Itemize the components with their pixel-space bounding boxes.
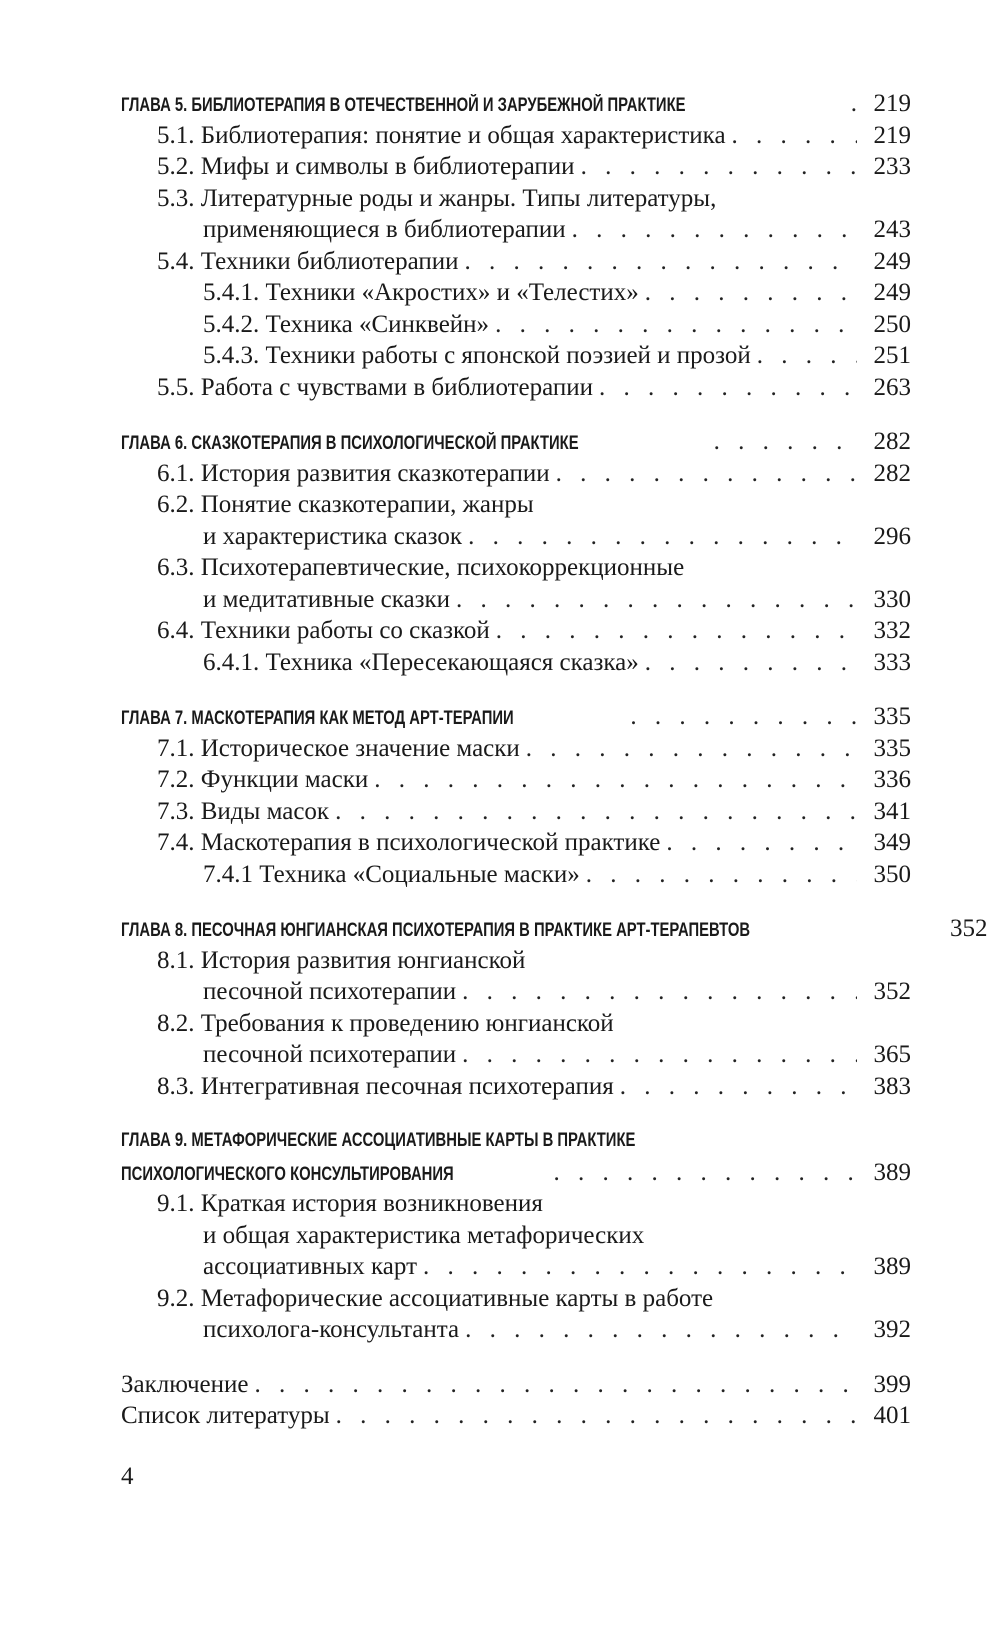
toc-entry-title: 7.1. Историческое значение маски — [157, 734, 520, 762]
toc-entry[interactable] — [121, 1188, 911, 1220]
toc-leader-dots — [586, 859, 857, 891]
toc-entry[interactable] — [121, 309, 911, 341]
toc-entry[interactable] — [121, 1039, 911, 1071]
toc-leader-dots — [496, 615, 857, 647]
toc-leader-dots — [462, 976, 857, 1008]
toc-page-number: 383 — [873, 1072, 911, 1100]
toc-entry-title: ГЛАВА 9. МЕТАФОРИЧЕСКИЕ АССОЦИАТИВНЫЕ КАРТЫ В ПРАКТИКЕ — [121, 1130, 636, 1151]
toc-entry[interactable] — [121, 1220, 911, 1252]
toc-page-number: 352 — [950, 915, 988, 942]
toc-entry-title: 5.1. Библиотерапия: понятие и общая характеристика — [157, 121, 726, 149]
toc-leader-dots — [581, 151, 857, 183]
toc-chapter-heading[interactable] — [121, 1157, 911, 1189]
toc-entry-title: и характеристика сказок — [203, 522, 463, 550]
toc-entry[interactable] — [121, 489, 911, 521]
toc-chapter-heading[interactable] — [121, 1125, 911, 1157]
toc-page-number: 219 — [873, 121, 911, 149]
toc-entry[interactable] — [121, 1283, 911, 1315]
toc-page-number: 332 — [873, 617, 911, 644]
toc-chapter — [121, 426, 911, 678]
toc-page-number: 350 — [873, 860, 911, 888]
toc-leader-dots — [645, 647, 857, 679]
toc-entry-title: 6.2. Понятие сказкотерапии, жанры — [157, 491, 534, 518]
toc-entry-title: психолога-консультанта — [203, 1316, 460, 1343]
toc-chapter — [121, 913, 988, 1102]
toc-page-number: 349 — [873, 829, 911, 856]
toc-leader-dots — [714, 426, 857, 458]
toc-leader-dots — [553, 1157, 857, 1189]
toc-entry[interactable] — [121, 120, 911, 152]
toc-entry-title: 5.3. Литературные роды и жанры. Типы литературы, — [157, 184, 717, 212]
toc-entry[interactable] — [121, 151, 911, 183]
toc-entry-title: 5.4.2. Техника «Синквейн» — [203, 310, 490, 338]
toc-page-number: 219 — [873, 90, 911, 117]
toc-entry-title: 5.4. Техники библиотерапии — [157, 247, 459, 275]
toc-entry[interactable] — [121, 183, 911, 215]
toc-entry[interactable] — [121, 1251, 911, 1283]
toc-entry-title: ГЛАВА 6. СКАЗКОТЕРАПИЯ В ПСИХОЛОГИЧЕСКОЙ ПРАКТИКЕ — [121, 433, 579, 454]
toc-leader-dots — [335, 796, 857, 828]
toc-entry-title: 9.2. Метафорические ассоциативные карты в работе — [157, 1284, 714, 1312]
toc-entry[interactable] — [121, 277, 911, 309]
toc-entry-title: ГЛАВА 7. МАСКОТЕРАПИЯ КАК МЕТОД АРТ-ТЕРАПИИ — [121, 708, 514, 729]
toc-leader-dots — [423, 1251, 857, 1283]
toc-entry[interactable] — [121, 214, 911, 246]
toc-page-number: 282 — [873, 459, 911, 487]
toc-page-number: 335 — [873, 703, 911, 730]
toc-entry[interactable] — [121, 1071, 911, 1103]
toc-leader-dots — [495, 309, 857, 341]
toc-entry-title: ГЛАВА 5. БИБЛИОТЕРАПИЯ В ОТЕЧЕСТВЕННОЙ И ЗАРУБЕЖНОЙ ПРАКТИКЕ — [121, 95, 686, 116]
toc-entry-title: 5.4.1. Техники «Акростих» и «Телестих» — [203, 279, 639, 306]
toc-entry[interactable] — [121, 827, 911, 859]
toc-entry[interactable] — [121, 1008, 911, 1040]
toc-entry-title: ПСИХОЛОГИЧЕСКОГО КОНСУЛЬТИРОВАНИЯ — [121, 1163, 454, 1185]
toc-page-number: 365 — [873, 1041, 911, 1068]
toc-entry-title: 6.4. Техники работы со сказкой — [157, 617, 490, 644]
toc-entry-title: ГЛАВА 8. ПЕСОЧНАЯ ЮНГИАНСКАЯ ПСИХОТЕРАПИЯ В ПРАКТИКЕ АРТ-ТЕРАПЕВТОВ — [121, 920, 751, 941]
toc-chapter — [121, 88, 911, 403]
toc-leader-dots — [255, 1369, 858, 1401]
toc-entry[interactable] — [121, 1369, 911, 1401]
toc-entry-title: 6.4.1. Техника «Пересекающаяся сказка» — [203, 648, 639, 676]
toc-page-number: 333 — [873, 648, 911, 676]
toc-entry-title: 7.3. Виды масок — [157, 797, 330, 825]
toc-leader-dots — [620, 1071, 857, 1103]
toc-entry[interactable] — [121, 647, 911, 679]
toc-page-number: 389 — [873, 1158, 911, 1186]
toc-entry[interactable] — [121, 584, 911, 616]
toc-leader-dots — [465, 246, 857, 278]
toc-entry-title: 8.1. История развития юнгианской — [157, 946, 526, 974]
toc-page-number: 336 — [873, 766, 911, 793]
toc-leader-dots — [468, 521, 857, 553]
toc-entry-title: 9.1. Краткая история возникновения — [157, 1190, 543, 1217]
toc-entry-title: и медитативные сказки — [203, 585, 450, 613]
toc-chapter-heading[interactable] — [121, 913, 988, 945]
toc-entry-title: и общая характеристика метафорических — [203, 1221, 645, 1249]
toc-page-number: 399 — [873, 1370, 911, 1398]
toc-entry-title: 8.3. Интегративная песочная психотерапия — [157, 1072, 614, 1100]
toc-page-number: 251 — [873, 342, 911, 369]
toc-page-number: 233 — [873, 153, 911, 180]
toc-entry[interactable] — [121, 1314, 911, 1346]
toc-entry[interactable] — [121, 976, 911, 1008]
toc-page-number: 296 — [873, 522, 911, 550]
toc-page-number: 341 — [873, 797, 911, 825]
toc-entry-title: 6.1. История развития сказкотерапии — [157, 459, 550, 487]
toc-page-number: 249 — [873, 247, 911, 275]
toc-chapter-heading[interactable] — [121, 701, 911, 733]
toc-entry-title: 5.4.3. Техники работы с японской поэзией и прозой — [203, 342, 751, 369]
toc-entry[interactable] — [121, 458, 911, 490]
toc-page-number: 389 — [873, 1253, 911, 1280]
toc-leader-dots — [465, 1314, 857, 1346]
toc-chapter-heading[interactable] — [121, 88, 911, 120]
toc-leader-dots — [599, 372, 857, 404]
toc-chapter — [121, 701, 911, 890]
toc-entry-title: 7.2. Функции маски — [157, 766, 369, 793]
toc-entry[interactable] — [121, 764, 911, 796]
toc-leader-dots — [630, 701, 857, 733]
toc-entry[interactable] — [121, 372, 911, 404]
toc-entry-title: Заключение — [121, 1370, 249, 1398]
page-number: 4 — [121, 1463, 134, 1490]
toc-chapter — [121, 1125, 911, 1346]
toc-entry[interactable] — [121, 1400, 911, 1432]
toc-entry[interactable] — [121, 945, 911, 977]
toc-entry[interactable] — [121, 521, 911, 553]
toc-entry-title: 7.4. Маскотерапия в психологической практике — [157, 829, 661, 856]
toc-page-number: 392 — [873, 1316, 911, 1343]
toc-entry-title: 8.2. Требования к проведению юнгианской — [157, 1009, 614, 1037]
toc-entry-title: применяющиеся в библиотерапии — [203, 216, 566, 243]
toc-page-number: 282 — [873, 428, 911, 455]
toc-leader-dots — [851, 88, 857, 120]
toc-leader-dots — [456, 584, 857, 616]
toc-leader-dots — [732, 120, 857, 152]
toc-entry-title: 5.5. Работа с чувствами в библиотерапии — [157, 373, 594, 401]
toc-page-number: 249 — [873, 279, 911, 306]
toc-page-number: 401 — [873, 1402, 911, 1429]
toc-page-number: 330 — [873, 585, 911, 613]
toc-page-number: 250 — [873, 310, 911, 338]
table-of-contents — [121, 88, 988, 1455]
toc-entry-title: 5.2. Мифы и символы в библиотерапии — [157, 153, 575, 180]
toc-entry-title: ассоциативных карт — [203, 1253, 417, 1280]
toc-leader-dots — [645, 277, 857, 309]
toc-entry-title: 7.4.1 Техника «Социальные маски» — [203, 860, 580, 888]
toc-entry[interactable] — [121, 340, 911, 372]
toc-leader-dots — [757, 340, 857, 372]
toc-entry-title: песочной психотерапии — [203, 1041, 457, 1068]
toc-leader-dots — [526, 733, 857, 765]
toc-leader-dots — [336, 1400, 857, 1432]
toc-leader-dots — [462, 1039, 857, 1071]
toc-entry[interactable] — [121, 796, 911, 828]
toc-entry[interactable] — [121, 615, 911, 647]
toc-entry[interactable] — [121, 246, 911, 278]
toc-page-number: 263 — [873, 373, 911, 401]
toc-page-number: 335 — [873, 734, 911, 762]
toc-entry[interactable] — [121, 859, 911, 891]
toc-entry-title: 6.3. Психотерапевтические, психокоррекционные — [157, 554, 685, 581]
toc-entry[interactable] — [121, 552, 911, 584]
toc-chapter — [121, 1369, 911, 1432]
toc-entry-title: Список литературы — [121, 1402, 330, 1429]
toc-page-number: 352 — [873, 978, 911, 1005]
toc-entry[interactable] — [121, 733, 911, 765]
toc-leader-dots — [556, 458, 857, 490]
toc-leader-dots — [666, 827, 857, 859]
toc-leader-dots — [572, 214, 857, 246]
toc-chapter-heading[interactable] — [121, 426, 911, 458]
toc-entry-title: песочной психотерапии — [203, 978, 457, 1005]
toc-leader-dots — [374, 764, 857, 796]
toc-page-number: 243 — [873, 216, 911, 243]
